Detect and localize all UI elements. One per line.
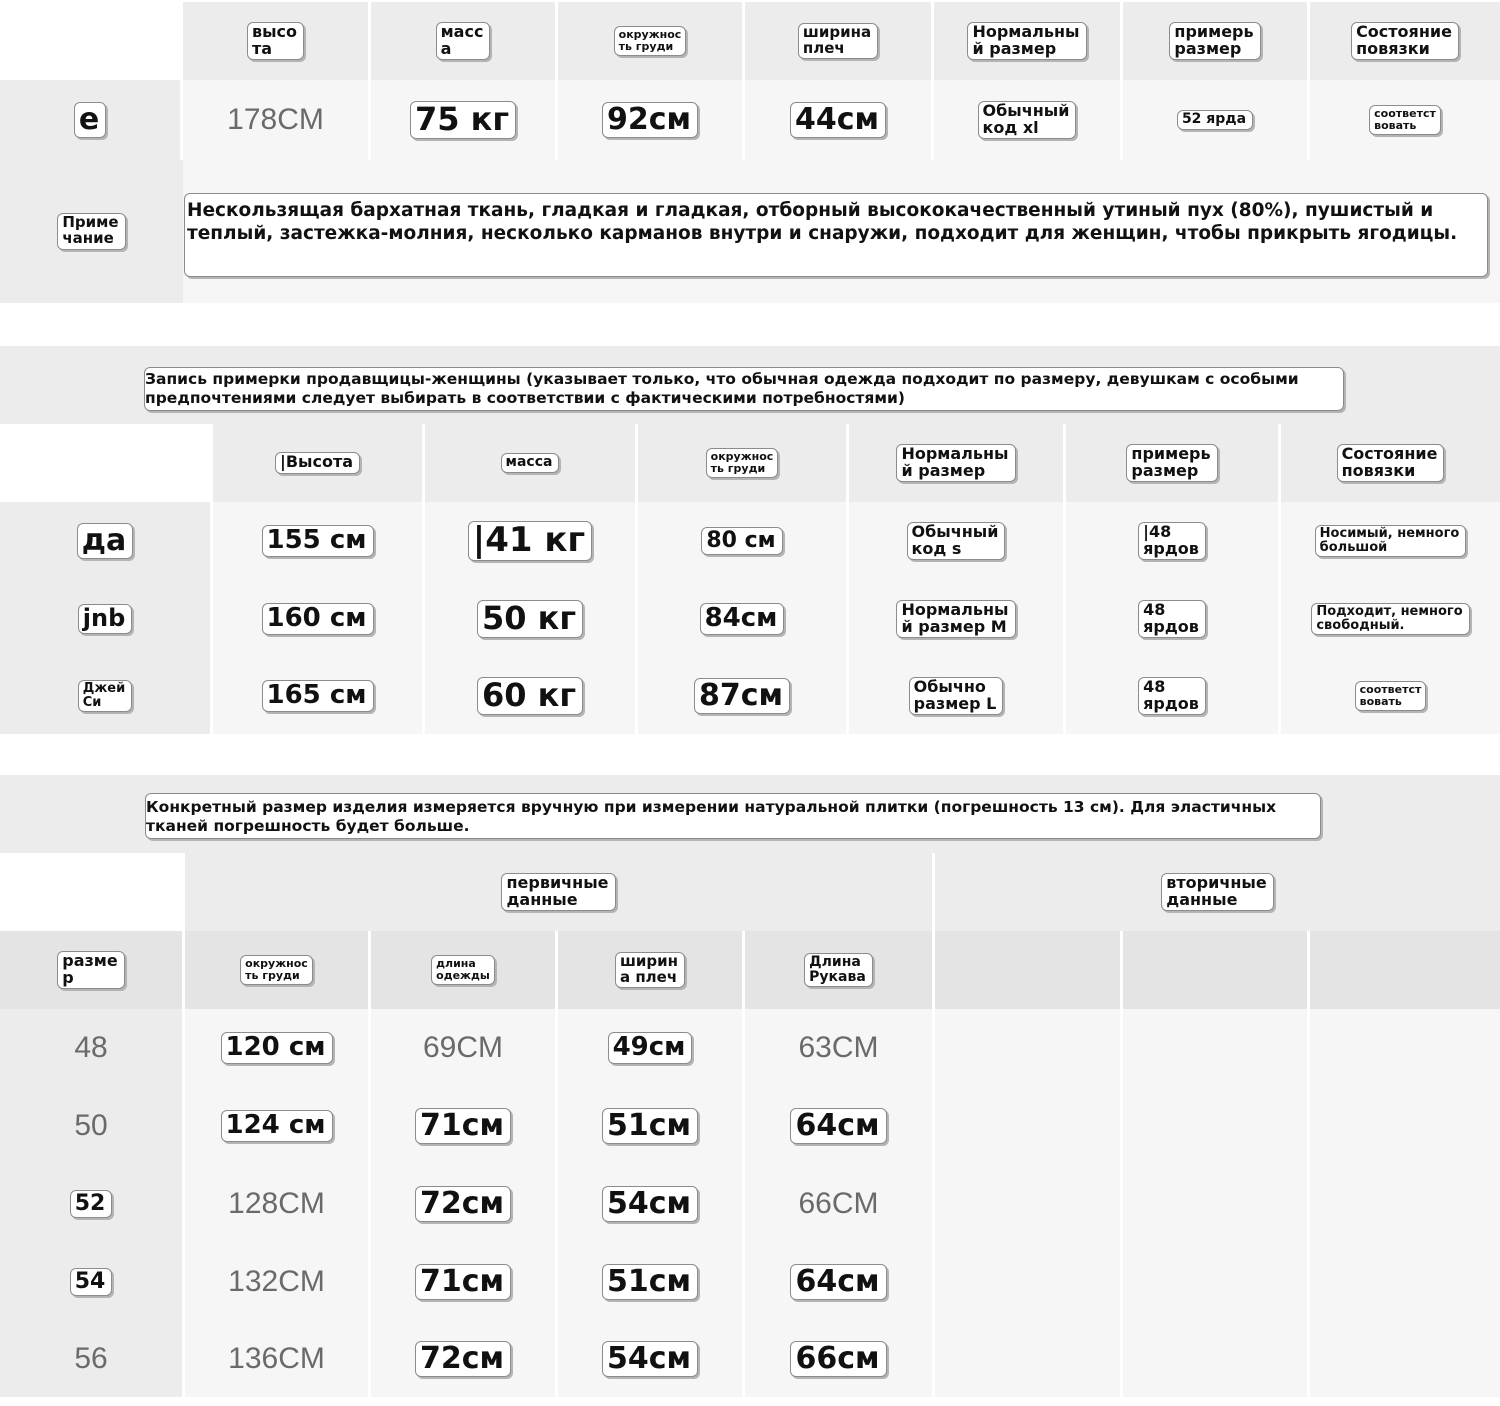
table2-header-cell [213,424,425,502]
t2-height-cell [213,502,425,580]
t3-shoulder-value: 51см [602,1264,698,1301]
t3-size-cell [0,1087,185,1165]
t2-try-size-cell [1066,502,1281,580]
t3-length-cell [371,1165,558,1243]
table1-header-cell [934,2,1123,80]
t3-chest-cell [185,1321,371,1397]
note-label: Приме чание [57,213,125,250]
table3-row [0,1087,1500,1165]
chest-value: 92см [602,102,698,139]
t2-header-normal-size-label: Нормальны й размер [896,444,1015,483]
t3-chest-cell [185,1009,371,1087]
t3-length-cell [371,1009,558,1087]
t3-chest-value: 124 см [221,1110,333,1142]
weight-cell [371,80,558,160]
t3-empty-cell [935,1009,1123,1087]
t2-name-cell [0,502,213,580]
t2-name-value: да [77,523,133,560]
table3-corner-cell [0,853,185,931]
table2-header-cell [638,424,849,502]
t3-chest-value: 132CM [228,1265,325,1298]
t3-length-value: 69CM [422,1031,504,1064]
secondary-group-cell [935,853,1500,931]
table2-header-cell [1066,424,1281,502]
table2-row [0,580,1500,658]
t3-shoulder-value: 54см [602,1186,698,1223]
t2-chest-value: 80 см [701,527,782,555]
t3-chest-cell [185,1243,371,1321]
t2-weight-value: 60 кг [477,677,583,716]
t3-chest-cell [185,1165,371,1243]
t3-size-value: 54 [70,1268,113,1296]
t2-header-fit-label: Состояние повязки [1337,444,1445,483]
t2-chest-cell [638,502,849,580]
t2-weight-value: 50 кг [477,600,583,639]
t3-sleeve-cell [745,1165,935,1243]
t3-length-cell [371,1243,558,1321]
t3-shoulder-value: 49см [608,1032,693,1064]
note-text: Нескользящая бархатная ткань, гладкая и гладкая, отборный высококачественный утиный пух (80%), пушистый и теплый, застежка-молния, несколько карманов внутри и снаружи, подходит для женщин, чтобы прикрыть ягодицы. [184,193,1488,277]
t3-size-cell [0,1165,185,1243]
t3-length-value: 71см [415,1264,511,1301]
table3-row [0,1009,1500,1087]
t2-fit-cell [1281,658,1500,734]
table1-header-cell [745,2,934,80]
t3-header-chest-label: окружнос ть груди [240,955,313,984]
t2-height-value: 160 см [262,603,374,635]
row-name-label: e [74,102,106,139]
t3-sleeve-value: 64см [790,1108,886,1145]
t3-empty-cell [1310,1087,1500,1165]
table2-header-cell [425,424,638,502]
normal-size-cell [934,80,1123,160]
t3-empty-cell [935,1321,1123,1397]
t3-sleeve-value: 66см [790,1341,886,1378]
t3-empty-cell [935,1165,1123,1243]
table3-header-cell [185,931,371,1009]
t3-length-value: 72см [415,1186,511,1223]
t3-sleeve-cell [745,1243,935,1321]
t3-size-value: 48 [74,1031,108,1064]
table1-header-cell [558,2,745,80]
table3-header-cell [745,931,935,1009]
primary-data-label: первичные данные [501,873,615,912]
weight-value: 75 кг [410,101,516,140]
row-label-cell [0,80,183,160]
primary-group-cell [185,853,935,931]
t2-weight-cell [425,502,638,580]
table1-header-cell [1123,2,1310,80]
height-cell [183,80,371,160]
t3-shoulder-cell [558,1087,745,1165]
t2-try-size-cell [1066,658,1281,734]
table2-title-row [0,346,1500,424]
table1-note-row [0,160,1500,303]
t3-empty-cell [1310,1321,1500,1397]
t3-empty-cell [1310,1243,1500,1321]
shoulder-value: 44см [790,102,886,139]
t3-shoulder-cell [558,1243,745,1321]
t3-sleeve-value: 63CM [798,1031,879,1064]
t2-height-cell [213,658,425,734]
t3-empty-cell [1123,1087,1310,1165]
t2-try-size-cell [1066,580,1281,658]
table3-row [0,1243,1500,1321]
t2-name-value: jnb [78,604,133,634]
table3-empty-header-cell [1123,931,1310,1009]
t2-normal-size-cell [849,658,1066,734]
shoulder-cell [745,80,934,160]
table1-header-cell [183,2,371,80]
header-height-label: высо та [247,22,304,61]
t2-chest-cell [638,658,849,734]
table1-data-row [0,80,1500,160]
t3-size-cell [0,1009,185,1087]
chest-cell [558,80,745,160]
table3-row [0,1165,1500,1243]
t3-sleeve-value: 66CM [798,1187,879,1220]
table2-header-row [0,424,1500,502]
t3-length-value: 72см [415,1341,511,1378]
t2-weight-cell [425,580,638,658]
note-label-cell [0,160,183,303]
t3-length-cell [371,1321,558,1397]
t2-try-size-value: 48 ярдов [1138,677,1206,716]
t2-weight-cell [425,658,638,734]
t2-name-cell [0,658,213,734]
table2-corner-cell [0,424,213,502]
table1-corner-cell [0,2,183,80]
t3-header-sleeve-label: Длина Рукава [804,953,873,987]
t2-normal-size-cell [849,502,1066,580]
table3-header-cell [0,931,185,1009]
t3-shoulder-cell [558,1165,745,1243]
t3-chest-value: 120 см [221,1032,333,1064]
t3-empty-cell [1123,1321,1310,1397]
t3-sleeve-cell [745,1087,935,1165]
t3-empty-cell [1123,1243,1310,1321]
table1-header-cell [1310,2,1500,80]
table3-title-row [0,775,1500,853]
fit-value: соответст вовать [1369,105,1441,134]
t3-chest-cell [185,1087,371,1165]
t3-size-value: 50 [74,1109,108,1142]
t3-shoulder-value: 54см [602,1341,698,1378]
table3-title: Конкретный размер изделия измеряется вручную при измерении натуральной плитки (погрешность 13 см). Для эластичных тканей погрешность будет больше. [145,793,1321,839]
table3-empty-header-cell [1310,931,1500,1009]
t2-normal-size-value: Нормальны й размер M [896,600,1015,639]
table2-row [0,502,1500,580]
header-chest-label: окружнос ть груди [614,26,687,55]
t3-empty-cell [1310,1165,1500,1243]
t2-height-value: 155 см [262,525,374,557]
try-size-value: 52 ярда [1177,110,1253,130]
t3-shoulder-cell [558,1321,745,1397]
t3-size-cell [0,1321,185,1397]
secondary-data-label: вторичные данные [1161,873,1273,912]
table3-empty-header-cell [935,931,1123,1009]
table3-header-cell [371,931,558,1009]
try-size-cell [1123,80,1310,160]
table3-header-cell [558,931,745,1009]
table1-header-row [0,2,1500,80]
t3-header-length-label: длина одежды [431,955,495,984]
t2-name-value: Джей Си [78,680,132,712]
t3-empty-cell [1310,1009,1500,1087]
t2-fit-value: Подходит, немного свободный. [1311,603,1469,635]
t3-header-size-label: разме р [57,951,124,990]
table1-header-cell [371,2,558,80]
t3-size-value: 52 [70,1190,113,1218]
t2-normal-size-cell [849,580,1066,658]
t3-sleeve-cell [745,1009,935,1087]
table2-header-cell [1281,424,1500,502]
t3-empty-cell [1123,1165,1310,1243]
t2-name-cell [0,580,213,658]
table2-title: Запись примерки продавщицы-женщины (указывает только, что обычная одежда подходит по размеру, девушкам с особыми предпочтениями следует выбирать в соответствии с фактическими потребностями) [144,367,1344,411]
t2-header-weight-label: масса [501,453,560,473]
t3-empty-cell [935,1243,1123,1321]
t2-chest-value: 84см [700,603,785,635]
t2-height-cell [213,580,425,658]
t2-header-height-label: |Высота [275,452,360,474]
t3-length-cell [371,1087,558,1165]
normal-size-value: Обычный код xl [978,101,1077,140]
t3-size-cell [0,1243,185,1321]
t3-header-shoulder-label: ширин а плеч [615,952,685,989]
table3-header-row [0,931,1500,1009]
t3-shoulder-value: 51см [602,1108,698,1145]
t2-chest-cell [638,580,849,658]
t3-size-value: 56 [74,1342,108,1375]
height-value: 178CM [227,103,324,136]
t3-chest-value: 128CM [228,1187,325,1220]
t2-header-try-size-label: примерь размер [1126,444,1217,483]
t2-normal-size-value: Обычно размер L [909,677,1004,716]
t3-chest-value: 136CM [228,1342,325,1375]
t2-chest-value: 87см [694,678,790,715]
header-try-size-label: примерь размер [1169,22,1260,61]
table3-row [0,1321,1500,1397]
t2-normal-size-value: Обычный код s [907,522,1006,561]
header-normal-size-label: Нормальны й размер [967,22,1086,61]
header-weight-label: масс а [436,22,491,61]
header-shoulder-label: ширина плеч [798,23,878,60]
table2-header-cell [849,424,1066,502]
t2-weight-value: |41 кг [468,521,592,562]
t2-fit-cell [1281,580,1500,658]
t2-fit-value: Носимый, немного большой [1315,525,1467,557]
t2-try-size-value: |48 ярдов [1138,522,1206,561]
t3-length-value: 71см [415,1108,511,1145]
fit-cell [1310,80,1500,160]
t3-sleeve-cell [745,1321,935,1397]
t3-empty-cell [935,1087,1123,1165]
t2-fit-value: соответст вовать [1355,681,1427,710]
t3-sleeve-value: 64см [790,1264,886,1301]
t3-empty-cell [1123,1009,1310,1087]
header-fit-label: Состояние повязки [1351,22,1459,61]
t2-height-value: 165 см [262,680,374,712]
table2-row [0,658,1500,734]
table3-group-row [0,853,1500,931]
t2-try-size-value: 48 ярдов [1138,600,1206,639]
t3-shoulder-cell [558,1009,745,1087]
t2-header-chest-label: окружнос ть груди [706,448,779,477]
t2-fit-cell [1281,502,1500,580]
